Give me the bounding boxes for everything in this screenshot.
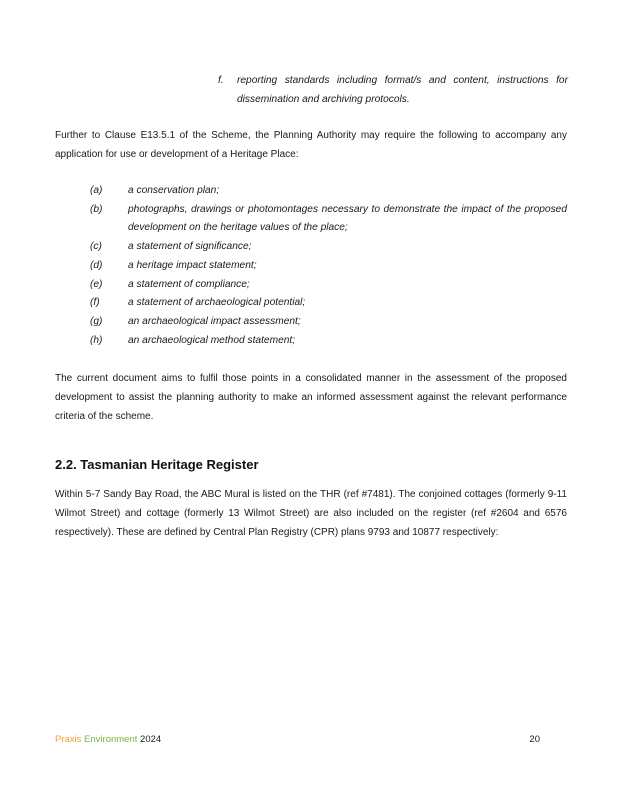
list-item [90,238,567,257]
list-item-text: a statement of archaeological potential; [128,297,306,309]
list-item [90,294,567,313]
footer-brand [55,734,161,745]
list-item [90,257,567,276]
list-item-text: a heritage impact statement; [128,259,257,271]
list-marker: (f) [90,297,100,309]
footer-brand-word2: Environment [84,734,138,745]
register-paragraph: Within 5-7 Sandy Bay Road, the ABC Mural is listed on the THR (ref #7481). The conjoined cottages (formerly 9-11 Wilmot Street) and cottage (formerly 13 Wilmot Street) are also included on the register (ref #2604 and 6576 respectively). These are defined by Central Plan Registry (CPR) plans 9793 and 10877 respectively: [55,489,567,538]
list-marker: (b) [90,203,103,215]
list-item [90,332,567,351]
list-marker: (g) [90,315,103,327]
list-item-text: an archaeological impact assessment; [128,315,301,327]
footer-year: 2024 [140,734,162,745]
list-item-text: a statement of significance; [128,241,252,253]
page-number: 20 [529,734,540,745]
footer-brand-word1: Praxis [55,734,82,745]
list-item-text: reporting standards including format/s and content, instructions for dissemination and archiving protocols. [237,75,568,105]
summary-paragraph: The current document aims to fulfil those points in a consolidated manner in the assessment of the proposed development to assist the planning authority to make an informed assessment against the relevant performance criteria of the scheme. [55,373,567,422]
list-item [90,201,567,238]
list-item [90,182,567,201]
list-marker: (e) [90,278,103,290]
list-item-text: an archaeological method statement; [128,334,296,346]
list-item-text: a conservation plan; [128,185,220,196]
intro-paragraph: Further to Clause E13.5.1 of the Scheme, the Planning Authority may require the following to accompany any application for use or development of a Heritage Place: [55,130,567,160]
list-marker: (c) [90,241,102,253]
list-item [90,313,567,332]
list-item-text: a statement of compliance; [128,278,250,290]
section-heading: 2.2. Tasmanian Heritage Register [55,457,259,472]
list-item-text: photographs, drawings or photomontages necessary to demonstrate the impact of the proposed development on the heritage values of the place; [128,203,567,234]
list-item [90,276,567,295]
requirements-list [90,182,567,350]
list-marker: (d) [90,259,103,271]
list-marker: (a) [90,185,103,196]
list-marker: (h) [90,334,103,346]
list-marker: f. [218,75,224,86]
